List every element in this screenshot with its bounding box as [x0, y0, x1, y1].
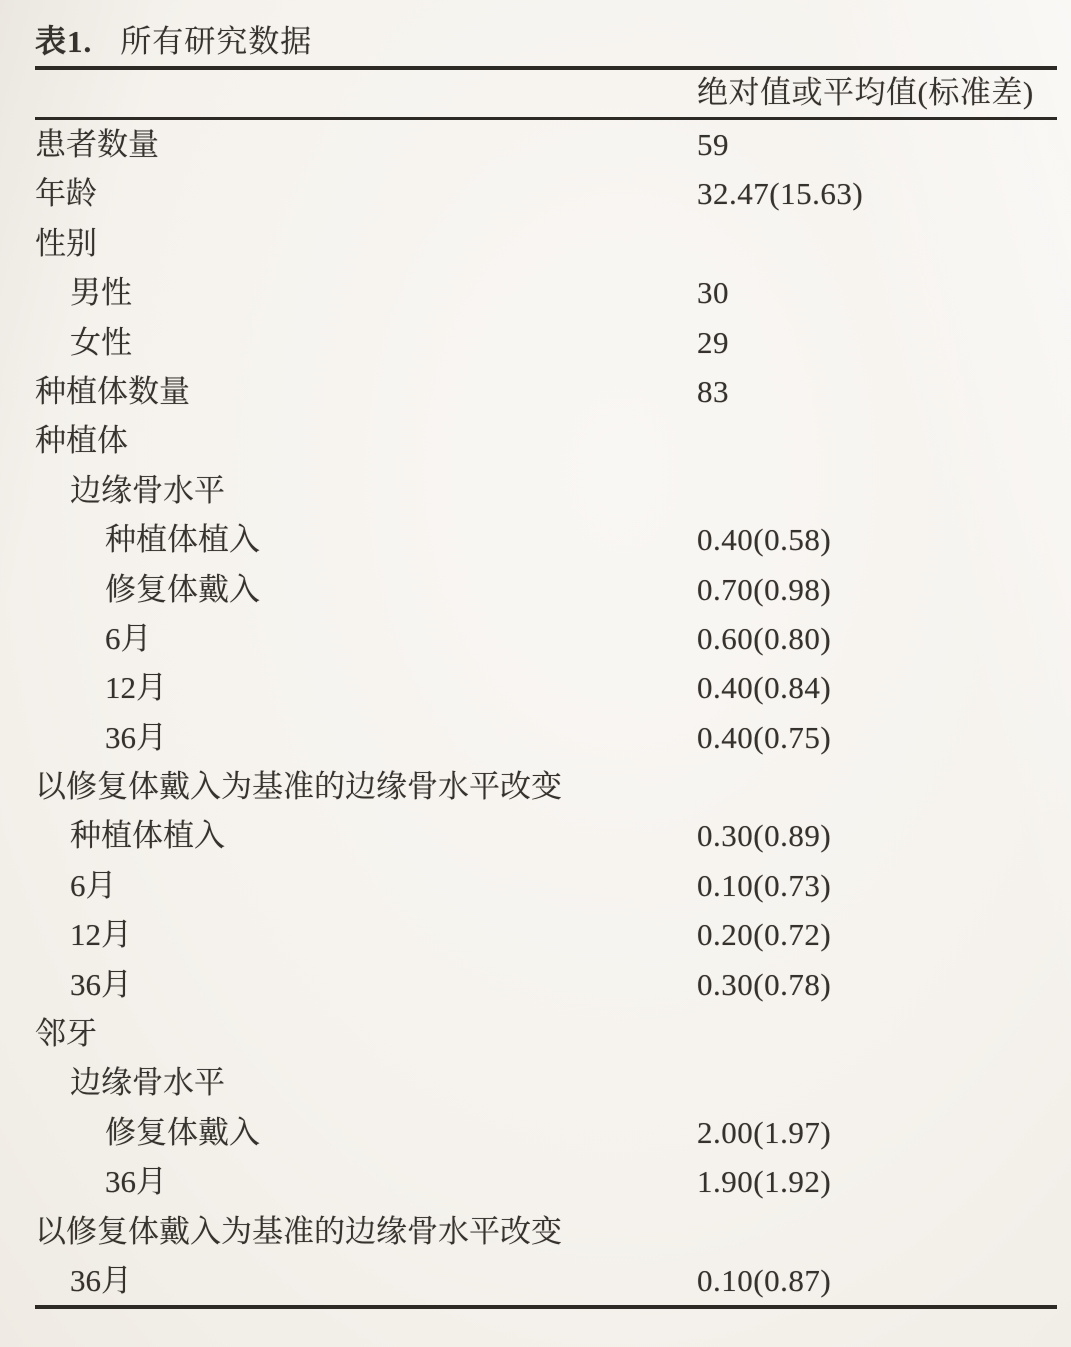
- row-label: 种植体植入: [70, 818, 225, 854]
- row-label: 以修复体戴入为基准的边缘骨水平改变: [35, 1213, 562, 1249]
- table-body: [35, 120, 1057, 1309]
- row-label: 36月: [105, 719, 167, 755]
- table-title-text: 所有研究数据: [120, 24, 313, 59]
- data-table: [35, 22, 1057, 1309]
- table-row: [35, 268, 1057, 317]
- row-value: 0.30(0.89): [697, 818, 832, 854]
- row-label: 以修复体戴入为基准的边缘骨水平改变: [35, 769, 562, 805]
- row-value: 0.40(0.75): [697, 719, 832, 755]
- table-row: [35, 219, 1057, 268]
- row-value: 0.60(0.80): [697, 620, 832, 656]
- row-value: 29: [697, 324, 729, 360]
- table-row: [35, 515, 1057, 564]
- table-row: [35, 1157, 1057, 1206]
- value-column-header: 绝对值或平均值(标准差): [697, 75, 1034, 110]
- row-value: 1.90(1.92): [697, 1164, 832, 1200]
- row-label: 36月: [105, 1164, 167, 1200]
- row-label: 6月: [105, 620, 152, 656]
- row-value: 59: [697, 127, 729, 162]
- table-row: [35, 861, 1057, 910]
- table-row: [35, 120, 1057, 169]
- row-label: 种植体植入: [105, 522, 260, 558]
- row-label: 种植体: [35, 423, 128, 459]
- table-row: [35, 663, 1057, 712]
- row-label: 女性: [70, 324, 132, 360]
- row-label: 修复体戴入: [105, 1114, 260, 1150]
- row-value: 0.40(0.58): [697, 522, 832, 558]
- row-label: 12月: [70, 917, 132, 953]
- row-value: 0.40(0.84): [697, 670, 832, 706]
- row-label: 种植体数量: [35, 373, 190, 409]
- table-row: [35, 762, 1057, 811]
- row-label: 36月: [70, 1262, 132, 1298]
- table-row: [35, 318, 1057, 367]
- row-label: 年龄: [35, 176, 97, 212]
- table-title: [35, 22, 1057, 70]
- row-label: 36月: [70, 966, 132, 1002]
- row-value: 0.70(0.98): [697, 571, 832, 607]
- table-row: [35, 811, 1057, 860]
- row-label: 12月: [105, 670, 167, 706]
- row-label: 邻牙: [35, 1016, 97, 1052]
- row-value: 0.20(0.72): [697, 917, 832, 953]
- table-row: [35, 565, 1057, 614]
- table-number: 表1.: [35, 24, 93, 59]
- row-value: 0.30(0.78): [697, 966, 832, 1002]
- row-label: 边缘骨水平: [70, 1065, 225, 1101]
- row-value: 83: [697, 373, 729, 409]
- row-label: 修复体戴入: [105, 571, 260, 607]
- table-row: [35, 1058, 1057, 1107]
- row-value: 32.47(15.63): [697, 176, 864, 212]
- table-row: [35, 169, 1057, 218]
- row-label: 患者数量: [35, 127, 159, 162]
- row-label: 边缘骨水平: [70, 472, 225, 508]
- table-row: [35, 910, 1057, 959]
- row-value: 2.00(1.97): [697, 1114, 832, 1150]
- row-label: 性别: [35, 225, 97, 261]
- table-row: [35, 1256, 1057, 1305]
- row-value: 30: [697, 275, 729, 311]
- table-row: [35, 960, 1057, 1009]
- row-value: 0.10(0.87): [697, 1262, 832, 1298]
- table-row: [35, 416, 1057, 465]
- table-header-row: [35, 70, 1057, 120]
- table-row: [35, 713, 1057, 762]
- table-row: [35, 614, 1057, 663]
- table-row: [35, 1108, 1057, 1157]
- table-row: [35, 367, 1057, 416]
- table-row: [35, 466, 1057, 515]
- table-row: [35, 1207, 1057, 1256]
- row-label: 6月: [70, 867, 117, 903]
- row-value: 0.10(0.73): [697, 867, 832, 903]
- table-row: [35, 1009, 1057, 1058]
- row-label: 男性: [70, 275, 132, 311]
